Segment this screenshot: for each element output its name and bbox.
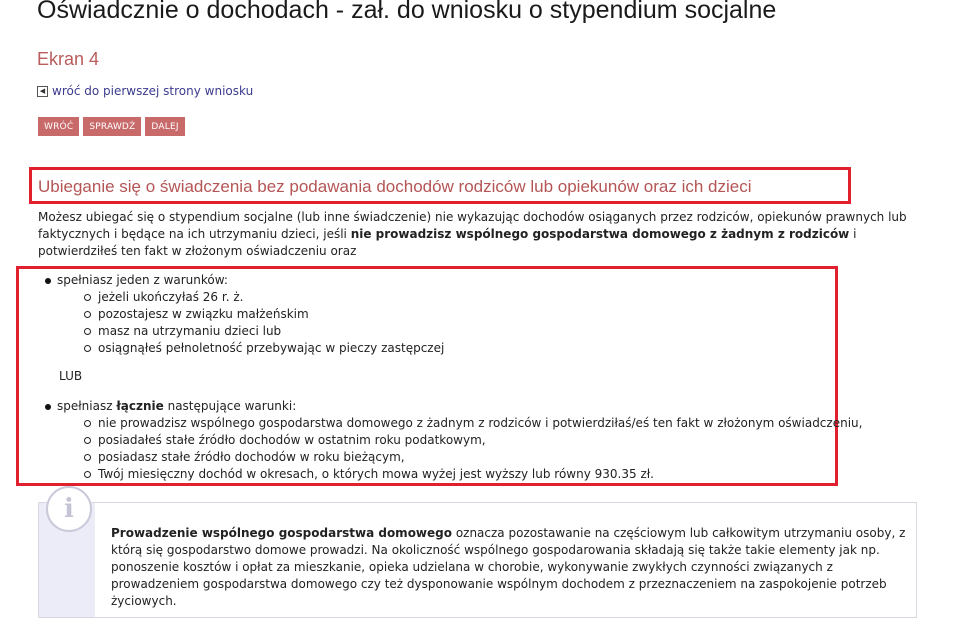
condition-group-item — [38, 398, 862, 483]
next-button[interactable]: DALEJ — [145, 117, 184, 136]
conditions-group-2 — [38, 398, 862, 483]
back-button[interactable]: WRÓĆ — [38, 117, 79, 136]
condition-item: jeżeli ukończyłaś 26 r. ż. — [83, 289, 444, 306]
condition-item: posiadałeś stałe źródło dochodów w ostatnim roku podatkowym, — [83, 432, 862, 449]
info-icon: i — [46, 486, 92, 532]
condition-item: osiągnąłeś pełnoletność przebywając w pieczy zastępczej — [83, 340, 444, 357]
back-to-first-page-link[interactable] — [37, 84, 253, 98]
condition-item: masz na utrzymaniu dzieci lub — [83, 323, 444, 340]
condition-item: pozostajesz w związku małżeńskim — [83, 306, 444, 323]
condition-group-bold: łącznie — [116, 399, 164, 413]
info-text — [111, 525, 906, 610]
condition-item: nie prowadzisz wspólnego gospodarstwa domowego z żadnym z rodziców i potwierdziłaś/eś ten fakt w złożonym oświadczeniu, — [83, 415, 862, 432]
info-text-body: oznacza pozostawanie na częściowym lub całkowitym utrzymaniu osoby, z którą się gospodarstwo domowe prowadzi. Na okoliczność wspólnego gospodarowania składają się także takie elementy jak np. ponoszenie kosztów i opłat za mieszkanie, opieka udzielana w chorobie, wykonywanie zwykłych czynności związanych z prowadzeniem gospodarstwa domowego czy też dysponowanie wspólnym dochodem z przeznaczeniem na zaspokojenie potrzeb życiowych. — [111, 526, 906, 608]
info-text-bold: Prowadzenie wspólnego gospodarstwa domowego — [111, 526, 452, 540]
screen-label: Ekran 4 — [37, 49, 100, 69]
check-button[interactable]: SPRAWDŹ — [83, 117, 141, 136]
section-heading: Ubieganie się o świadczenia bez podawania dochodów rodziców lub opiekunów oraz ich dzieci — [38, 177, 752, 196]
back-arrow-icon: ◀ — [37, 86, 48, 97]
page-title: Oświadcznie o dochodach - zał. do wniosku o stypendium socjalne — [37, 0, 777, 24]
back-link-label: wróć do pierwszej strony wniosku — [52, 84, 254, 98]
or-separator: LUB — [59, 369, 83, 383]
intro-paragraph — [38, 209, 908, 260]
condition-item: Twój miesięczny dochód w okresach, o których mowa wyżej jest wyższy lub równy 930.35 zł. — [83, 466, 862, 483]
condition-group-prefix: spełniasz — [57, 399, 117, 413]
intro-text-end: i potwierdziłeś ten fakt w złożonym oświadczeniu oraz — [38, 227, 857, 258]
condition-group-suffix: następujące warunki: — [163, 399, 297, 413]
condition-group-label: spełniasz jeden z warunków: — [57, 273, 228, 287]
condition-group-item — [38, 272, 444, 357]
toolbar — [38, 117, 185, 136]
intro-text-bold: nie prowadzisz wspólnego gospodarstwa domowego z żadnym z rodziców — [350, 227, 850, 241]
conditions-group-1 — [38, 272, 444, 357]
condition-item: posiadasz stałe źródło dochodów w roku bieżącym, — [83, 449, 862, 466]
intro-text-start: Możesz ubiegać się o stypendium socjalne (lub inne świadczenie) nie wykazując dochodów osiąganych przez rodziców, opiekunów prawnych lub faktycznych i będące na ich utrzymaniu dzieci, jeśli — [38, 210, 907, 241]
